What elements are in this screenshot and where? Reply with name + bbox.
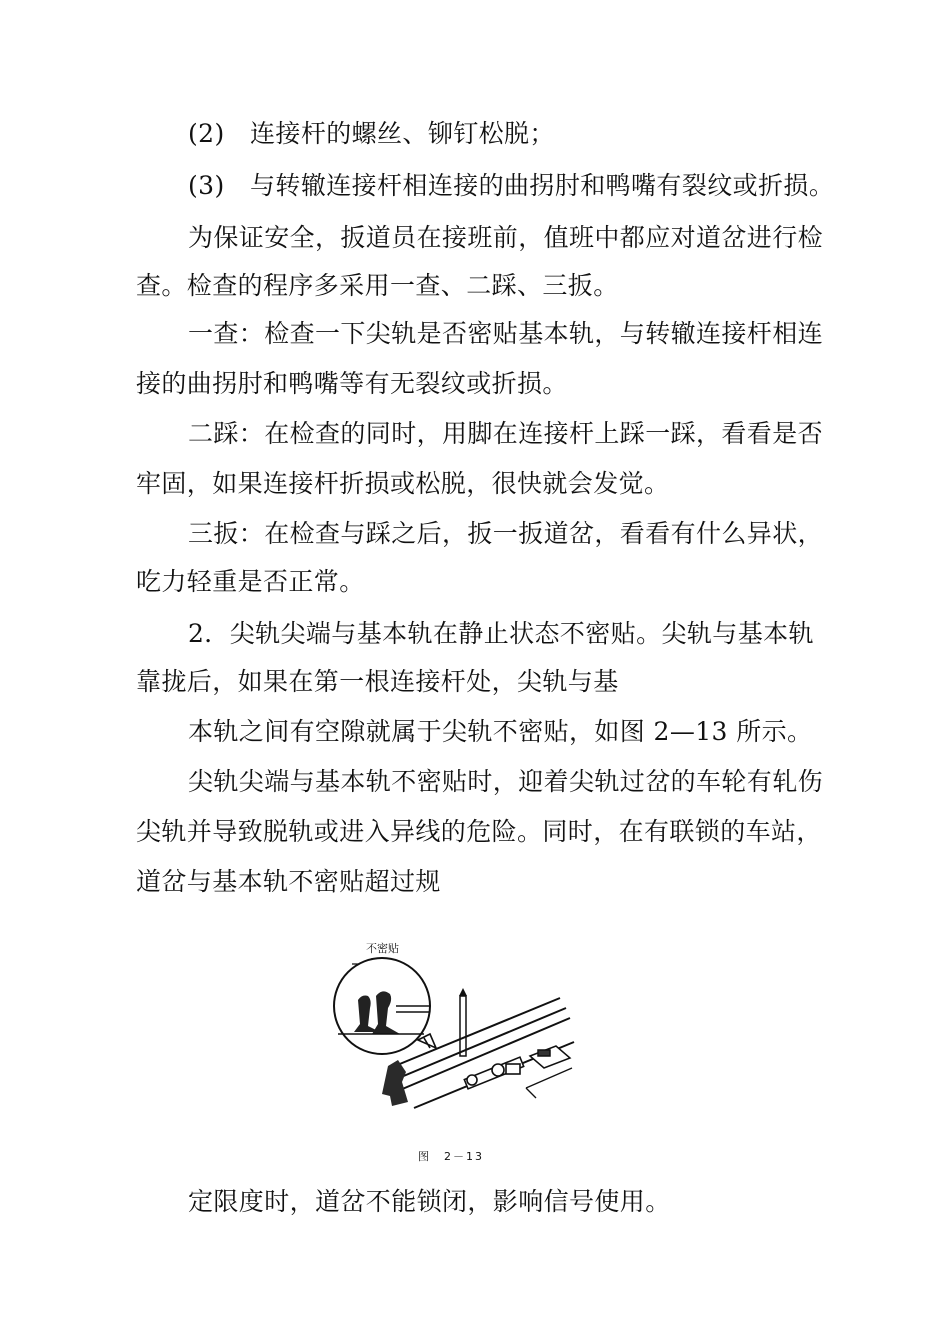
paragraph-line: 尖轨尖端与基本轨不密贴时，迎着尖轨过岔的车轮有轧伤 [188,767,824,796]
figure-caption: 图 2－13 [418,1150,484,1163]
paragraph-line: 吃力轻重是否正常。 [136,567,365,596]
paragraph-line: 尖轨并导致脱轨或进入异线的危险。同时，在有联锁的车站， [136,817,822,846]
text-line: (3) 与转辙连接杆相连接的曲拐肘和鸭嘴有裂纹或折损。 [188,171,835,200]
paragraph-line: 本轨之间有空隙就属于尖轨不密贴，如图 2—13 所示。 [188,717,813,746]
paragraph-line: 道岔与基本轨不密贴超过规 [136,867,441,896]
paragraph-line: 接的曲拐肘和鸭嘴等有无裂纹或折损。 [136,369,568,398]
paragraph-line: 二踩：在检查的同时，用脚在连接杆上踩一踩，看看是否 [188,419,824,448]
paragraph-line: 为保证安全，扳道员在接班前，值班中都应对道岔进行检 [188,223,824,252]
paragraph-line: 靠拢后，如果在第一根连接杆处，尖轨与基 [136,667,619,696]
text-line: (2) 连接杆的螺丝、铆钉松脱； [188,119,555,148]
paragraph-line: 2．尖轨尖端与基本轨在静止状态不密贴。尖轨与基本轨 [188,619,814,648]
rail-figure [330,938,580,1164]
paragraph-line: 牢固，如果连接杆折损或松脱，很快就会发觉。 [136,469,670,498]
paragraph-line: 三扳：在检查与踩之后，扳一扳道岔，看看有什么异状， [188,519,824,548]
paragraph-line: 查。检查的程序多采用一查、二踩、三扳。 [136,271,619,300]
paragraph-line: 定限度时，道岔不能锁闭，影响信号使用。 [188,1187,671,1216]
paragraph-line: 一查：检查一下尖轨是否密贴基本轨，与转辙连接杆相连 [188,319,824,348]
figure-label: 不密贴 [366,942,399,955]
